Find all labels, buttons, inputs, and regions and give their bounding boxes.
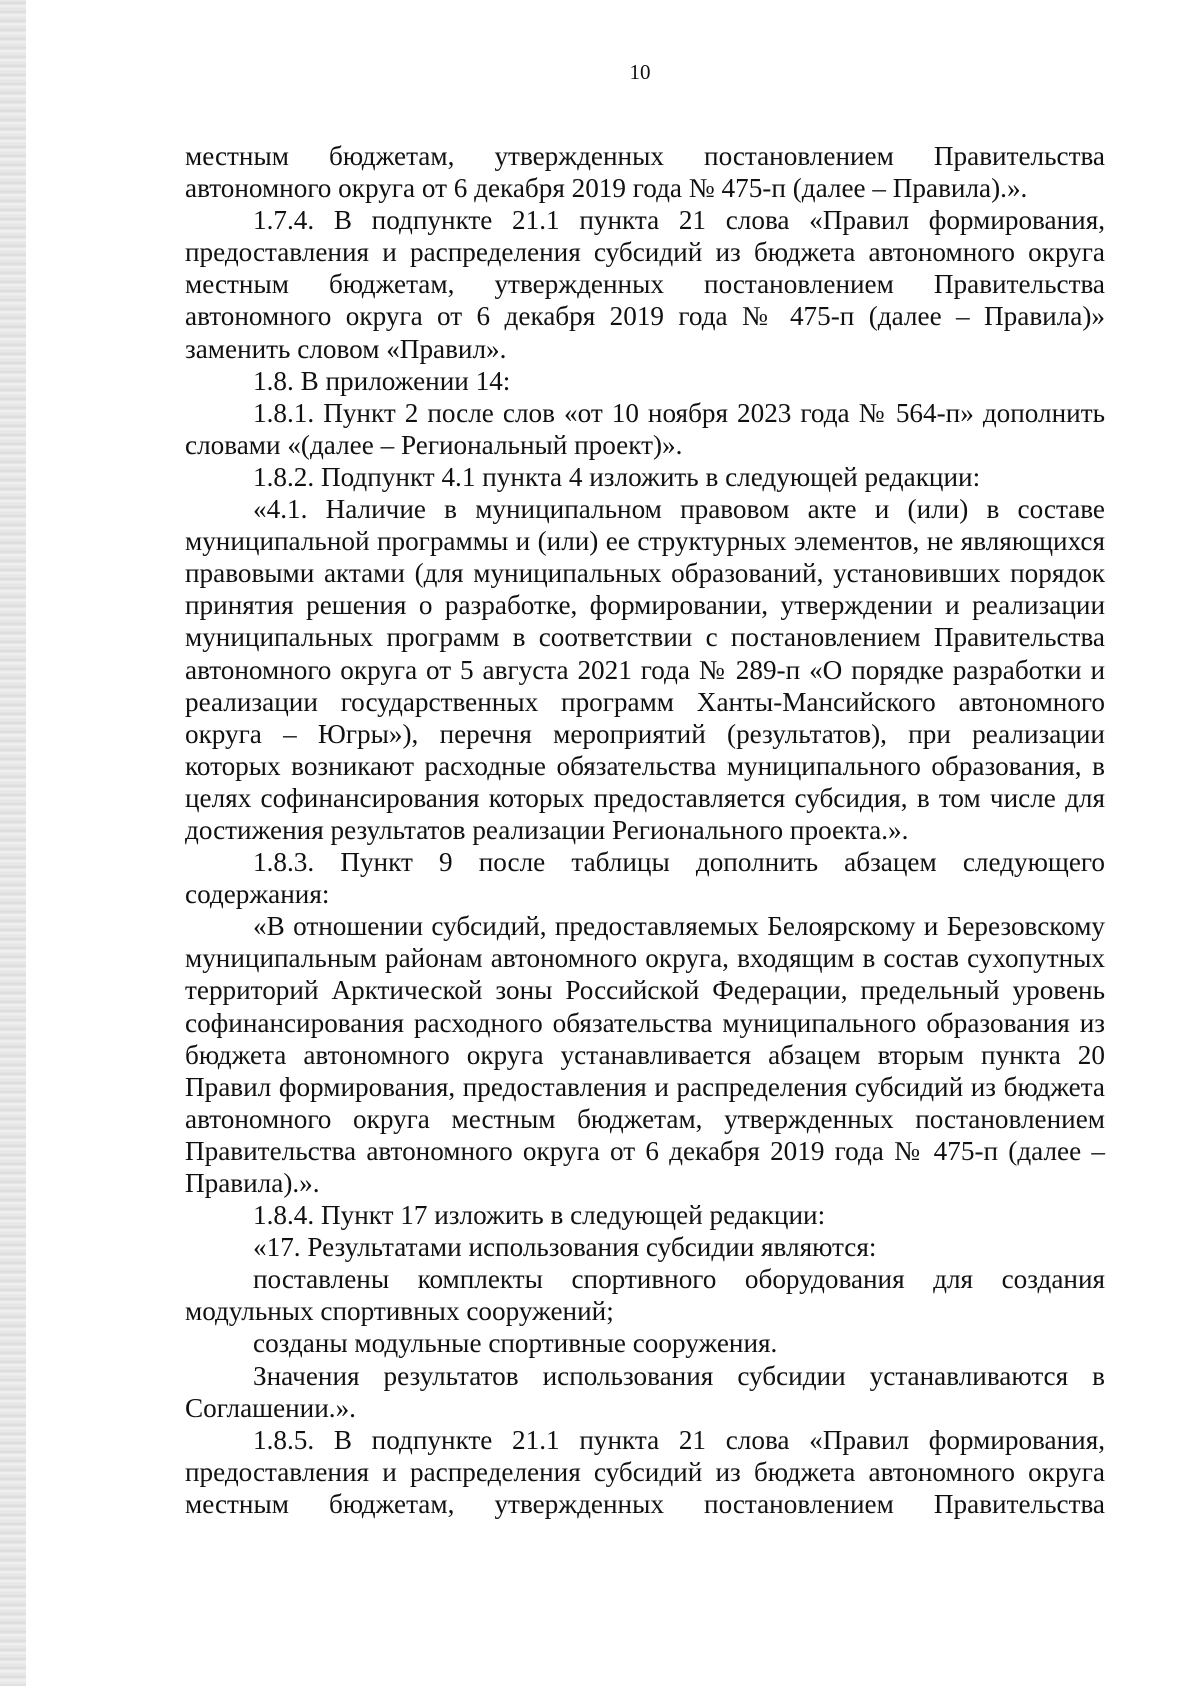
paragraph: 1.8.2. Подпункт 4.1 пункта 4 изложить в следующей редакции: xyxy=(253,461,981,492)
paragraph: 1.8.3. Пункт 9 после таблицы дополнить абзацем следующего содержания: xyxy=(185,847,1105,910)
paragraph: 1.8.4. Пункт 17 изложить в следующей редакции: xyxy=(253,1200,826,1231)
paragraph: поставлены комплекты спортивного оборудования для создания модульных спортивных сооружений; xyxy=(185,1264,1105,1327)
paragraph: «В отношении субсидий, предоставляемых Белоярскому и Березовскому муниципальным районам автономного округа, входящим в состав сухопутных территорий Арктической зоны Российской Федерации, предельный уровень софинансирования расходного обязательства муниципального образования из бюджета автономного округа устанавливается абзацем вторым пункта 20 Правил формирования, предоставления и распределения субсидий из бюджета автономного округа местным бюджетам, утвержденных постановлением Правительства автономного округа от 6 декабря 2019 года № 475-п (далее – Правила).». xyxy=(185,911,1105,1198)
document-body xyxy=(185,140,1105,1520)
paragraph: местным бюджетам, утвержденных постановлением Правительства автономного округа от 6 декабря 2019 года № 475-п (далее – Правила).». xyxy=(185,141,1105,204)
scan-edge-artifact xyxy=(0,0,26,1686)
paragraph: «17. Результатами использования субсидии являются: xyxy=(253,1232,877,1263)
page-number: 10 xyxy=(629,60,651,84)
paragraph: «4.1. Наличие в муниципальном правовом акте и (или) в составе муниципальной программы и (или) ее структурных элементов, не являющихся правовыми актами (для муниципальных образований, установивших порядок принятия решения о разработке, формировании, утверждении и реализации муниципальных программ в соответствии с постановлением Правительства автономного округа от 5 августа 2021 года № 289-п «О порядке разработки и реализации государственных программ Ханты-Мансийского автономного округа – Югры»), перечня мероприятий (результатов), при реализации которых возникают расходные обязательства муниципального образования, в целях софинансирования которых предоставляется субсидия, в том числе для достижения результатов реализации Регионального проекта.». xyxy=(185,494,1105,845)
paragraph: 1.8.1. Пункт 2 после слов «от 10 ноября 2023 года № 564-п» дополнить словами «(далее – Региональный проект)». xyxy=(185,397,1105,460)
paragraph: 1.7.4. В подпункте 21.1 пункта 21 слова «Правил формирования, предоставления и распределения субсидий из бюджета автономного округа местным бюджетам, утвержденных постановлением Правительства автономного округа от 6 декабря 2019 года № 475-п (далее – Правила)» заменить словом «Правил». xyxy=(185,205,1105,364)
paragraph: 1.8.5. В подпункте 21.1 пункта 21 слова «Правил формирования, предоставления и распределения субсидий из бюджета автономного округа местным бюджетам, утвержденных постановлением Правительства xyxy=(185,1424,1105,1519)
paragraph: 1.8. В приложении 14: xyxy=(253,365,511,396)
paragraph: Значения результатов использования субсидии устанавливаются в Соглашении.». xyxy=(185,1360,1105,1423)
paragraph: созданы модульные спортивные сооружения. xyxy=(253,1328,778,1359)
